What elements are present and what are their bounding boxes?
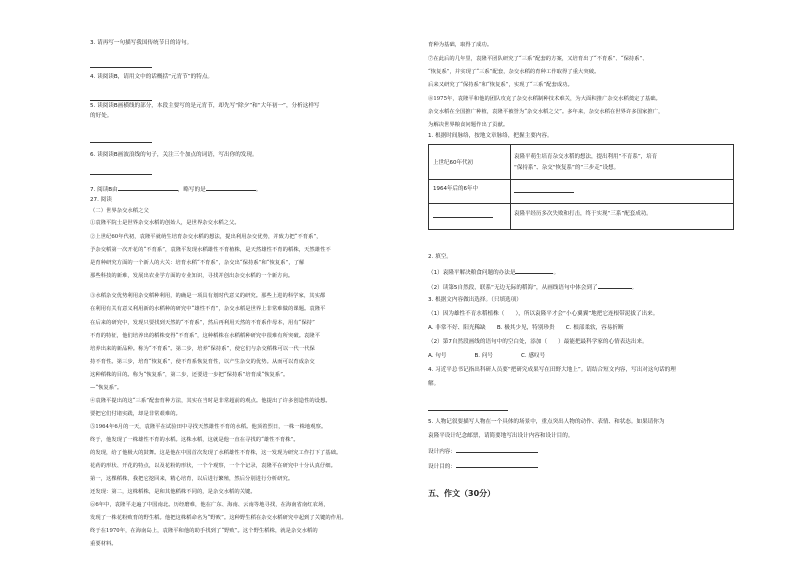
passage-line: 终于在1970年，在海南岛上，袁隆平和他的助手找到了“野败”。这个野生稻株，就是杂交水稻的: [90, 528, 318, 534]
table-cell-text: 袁隆平萌生培育杂交水稻的想法，提出利用“不育系”，培育: [514, 154, 658, 160]
answer-line[interactable]: [90, 174, 152, 175]
question-r5-line1: 5. 人物记叙要描写人物在一个具体的场景中，重点突出人物的动作、表情、和状态。如果请你为: [428, 419, 665, 425]
question-r1: 1. 根据时间脉络，按地文章脉络，把握主要内容。: [428, 133, 553, 139]
design-purpose-field[interactable]: [456, 462, 538, 468]
table-row-divider: [429, 179, 733, 180]
passage-line: 在利用有关有意义利用新的水稻种的研究中“雄性不育”，杂交水稻是世界上非常难做的课题。袁隆平: [90, 306, 326, 312]
timeline-table: [428, 144, 734, 230]
question-r5-line2: 袁隆平设计纪念邮票，请简要地写出设计内容和设计目的。: [428, 433, 574, 439]
question-3: 3. 请再写一句描写我国传统节日的诗句。: [90, 40, 193, 46]
passage-line: 还发现：第二，这株稻株，是和其他稻株不同的，是杂交水稻的关键。: [90, 489, 256, 495]
question-r2-2-text: （2）读第5自然段，联系“无边无际的稻海”，从画线语句中体会到了: [428, 285, 598, 291]
question-r4-line2: 解。: [428, 381, 440, 387]
passage-line: ⑧1975年，袁隆平和他的团队攻克了杂交水稻制种技术难关，为大面积推广杂交水稻奠定了基础。: [428, 96, 661, 102]
question-4: 4. 读阅读B，请用文中的话概括“元宵节”的特点。: [90, 74, 214, 80]
question-r2-2: （2）读第5自然段，联系“无边无际的稻海”，从画线语句中体会到了 。: [428, 285, 638, 291]
passage-line: 这种稻株的目的。称为“恢复系”，第二步，还要进一步把“保持系”培育成“恢复系”。: [90, 372, 289, 378]
design-purpose-row: [428, 462, 538, 471]
passage-line: 培养出来的新品种。称为“不育系”。第二步，培养“保持系”，使它们与杂交稻株可以一代一代保: [90, 346, 315, 352]
table-cell-time: 上世纪60年代初: [433, 160, 473, 166]
passage-line: 后来又研究了“保持系”和“恢复系”，实现了“三系”配套成功。: [428, 82, 573, 88]
design-content-field[interactable]: [456, 447, 538, 453]
passage-line: 不育的特征，他们培养出的稻株变得“不育系”，这种稻株在水稻稻种研究中很难有所突破。袁隆平: [90, 333, 321, 339]
table-row-divider: [429, 203, 733, 204]
question-r3-1: （1）因为雄性不育水稻植株（ ），所以袁隆平才会“小心翼翼”地把它连根带泥拔了出来。: [428, 311, 659, 317]
answer-line[interactable]: [90, 100, 152, 101]
table-answer-line[interactable]: [514, 192, 574, 193]
answer-line[interactable]: [90, 67, 152, 68]
question-r2-1: （1）袁隆平解决粮食问题的办法是 。: [428, 270, 560, 276]
answer-line[interactable]: [90, 142, 152, 143]
section-5-heading: 五、作文（30分）: [428, 489, 496, 498]
question-5-line2: 的好处。: [90, 113, 113, 119]
passage-line: ②上世纪60年代初，袁隆平就萌生培育杂交水稻的想法，提出利用杂交优势，并致力把“不育系”，: [90, 234, 322, 240]
question-r3: 3. 根据文内容做出选择。（只填选项）: [428, 297, 522, 303]
question-r3-2: （2）第7自然段画线的语句中的空白处，添加（ ）最能把最科学家的心情表达出来。: [428, 339, 648, 345]
passage-line: 花药的形状、开花的特点，以及花粉的形状，一个个观察，一个个记录，袁隆平在研究中十分认真仔细。: [90, 463, 336, 469]
passage-title: （二）世界杂交水稻之父: [90, 208, 149, 214]
passage-line: 是育种研究方面的一个新人的大关：培育水稻“不育系”，杂交出“保持系”和“恢复系”，了解: [90, 260, 305, 266]
design-content-row: [428, 447, 538, 456]
passage-line: 重要材料。: [90, 541, 117, 547]
passage-line: 的发现，给了他极大的鼓舞。这是他在中国首次发现了水稻雄性不育株，这一发现为研究工作打下了基础。: [90, 450, 342, 456]
passage-line: ⑤1964年6月的一天，袁隆平在试验田中寻找天然雄性不育的水稻。他顶着烈日，一株一株地观察。: [90, 424, 327, 430]
passage-line: ⑥6年中，袁隆平走遍了中国南北。历经磨难，他在广东、海南、云南等地寻找，在海南省南红农场，: [90, 502, 329, 508]
answer-line[interactable]: [598, 283, 632, 289]
passage-line: 杂交水稻在全国推广种植，袁隆平被誉为“杂交水稻之父”。多年来，杂交水稻在世界许多国家推广，: [428, 109, 664, 115]
question-r3-options-2: A. 句号 B. 问号 C. 感叹号: [428, 353, 546, 359]
question-r2-1-text: （1）袁隆平解决粮食问题的办法是: [428, 270, 516, 276]
question-7-end: 。: [255, 187, 262, 193]
question-7-mid: ，略写的是: [177, 187, 206, 193]
table-cell-text: “保持系”、杂交“恢复系”的“三步走”设想。: [514, 165, 620, 171]
passage-line: 在后来的研究中，发现只要找到天然的“不育系”，然后再利用天然的不育系作母本，用有“保持”: [90, 320, 315, 326]
table-cell-time: 1964年后的6年中: [433, 186, 478, 192]
answer-line[interactable]: [515, 268, 553, 274]
answer-line[interactable]: [118, 185, 178, 191]
section-27: 27. 阅读: [90, 197, 112, 203]
passage-line: 那些科技的新难，发展出农业学方面的专业知识，寻找并创出杂交水稻的一个新方向。: [90, 273, 294, 279]
question-5-line1: 5. 读阅读B画横线的部分，本段主要写的是元宵节，却先写“除夕”和“大年初一”，分析这样写: [90, 103, 320, 109]
question-r4-line1: 4. 习近平总书记指出科研人员要“把研究成果写在田野大地上”。请结合短文内容，写出对这句话的理: [428, 367, 676, 373]
table-cell-text: 袁隆平经历多次失败和打击，终于实现“三系”配套成功。: [514, 211, 652, 217]
passage-line: 予杂交稻第一次开花的“不育系”，袁隆平发现水稻雄性不育植株，是天然雄性不育的稻株，天然雄性不: [90, 247, 331, 253]
passage-line: “恢复系”，并实现了“三系”配套，杂交水稻的育种工作取得了重大突破。: [428, 69, 600, 75]
passage-line: ⑦在此后的几年里，袁隆平团队研究了“三系”配套的方案，又培育出了“不育系”、“保持系”、: [428, 56, 648, 62]
passage-line: 发现了一株花粉败育的野生稻。他把这株稻命名为“野败”。这种野生稻在杂交水稻研究中起到了关键的作用。: [90, 515, 347, 521]
question-6: 6. 读阅读B画波浪线的句子，关注三个加点的词语，写出你的发现。: [90, 152, 258, 158]
question-r3-options-1: A. 非常不好、阳光稀缺 B. 极其少见，特别珍贵 C. 根部柔软，容易折断: [428, 325, 624, 331]
question-7: [90, 185, 261, 194]
question-7-prefix: 7. 阅读B由: [90, 187, 118, 193]
passage-line: ④袁隆平提出的这“三系”配套育种方法，其实在当时是非常超前的观点。他提出了许多创造性的设想。: [90, 398, 331, 404]
passage-line: ③水稻杂交优势利用杂交稻种利用，的确是一项具有划时代意义的研究。那些上进的科学家，其实都: [90, 293, 326, 299]
design-content-label: 设计内容：: [428, 449, 456, 455]
passage-line: 要把它们付诸实践，却是非常艰难的。: [90, 411, 181, 417]
passage-line: —“恢复系”。: [90, 385, 123, 391]
passage-line: 育种为基础，取得了成功。: [428, 42, 493, 48]
answer-line[interactable]: [428, 410, 508, 411]
answer-line[interactable]: [206, 185, 256, 191]
design-purpose-label: 设计目的：: [428, 464, 456, 470]
table-answer-line[interactable]: [433, 217, 493, 218]
table-column-divider: [510, 145, 511, 229]
passage-line: ①袁隆平院士是世界杂交水稻的创始人，是世界杂交水稻之父。: [90, 220, 240, 226]
passage-line: 第一，这棵稻株，我把它挖回来，精心培育，以后进行繁殖，然后分别进行分析研究。: [90, 476, 294, 482]
passage-line: 为解决世界粮食问题作出了贡献。: [428, 122, 509, 128]
passage-line: 持不育性。第三步，培育“恢复系”，使不育系恢复育性，以产生杂交的优势。从而可以育成杂交: [90, 359, 315, 365]
question-r2: 2. 填空。: [428, 254, 452, 260]
passage-line: 终于，他发现了一株雄性不育的水稻。这株水稻，这就是他一直在寻找的“雄性不育株”。: [90, 437, 299, 443]
